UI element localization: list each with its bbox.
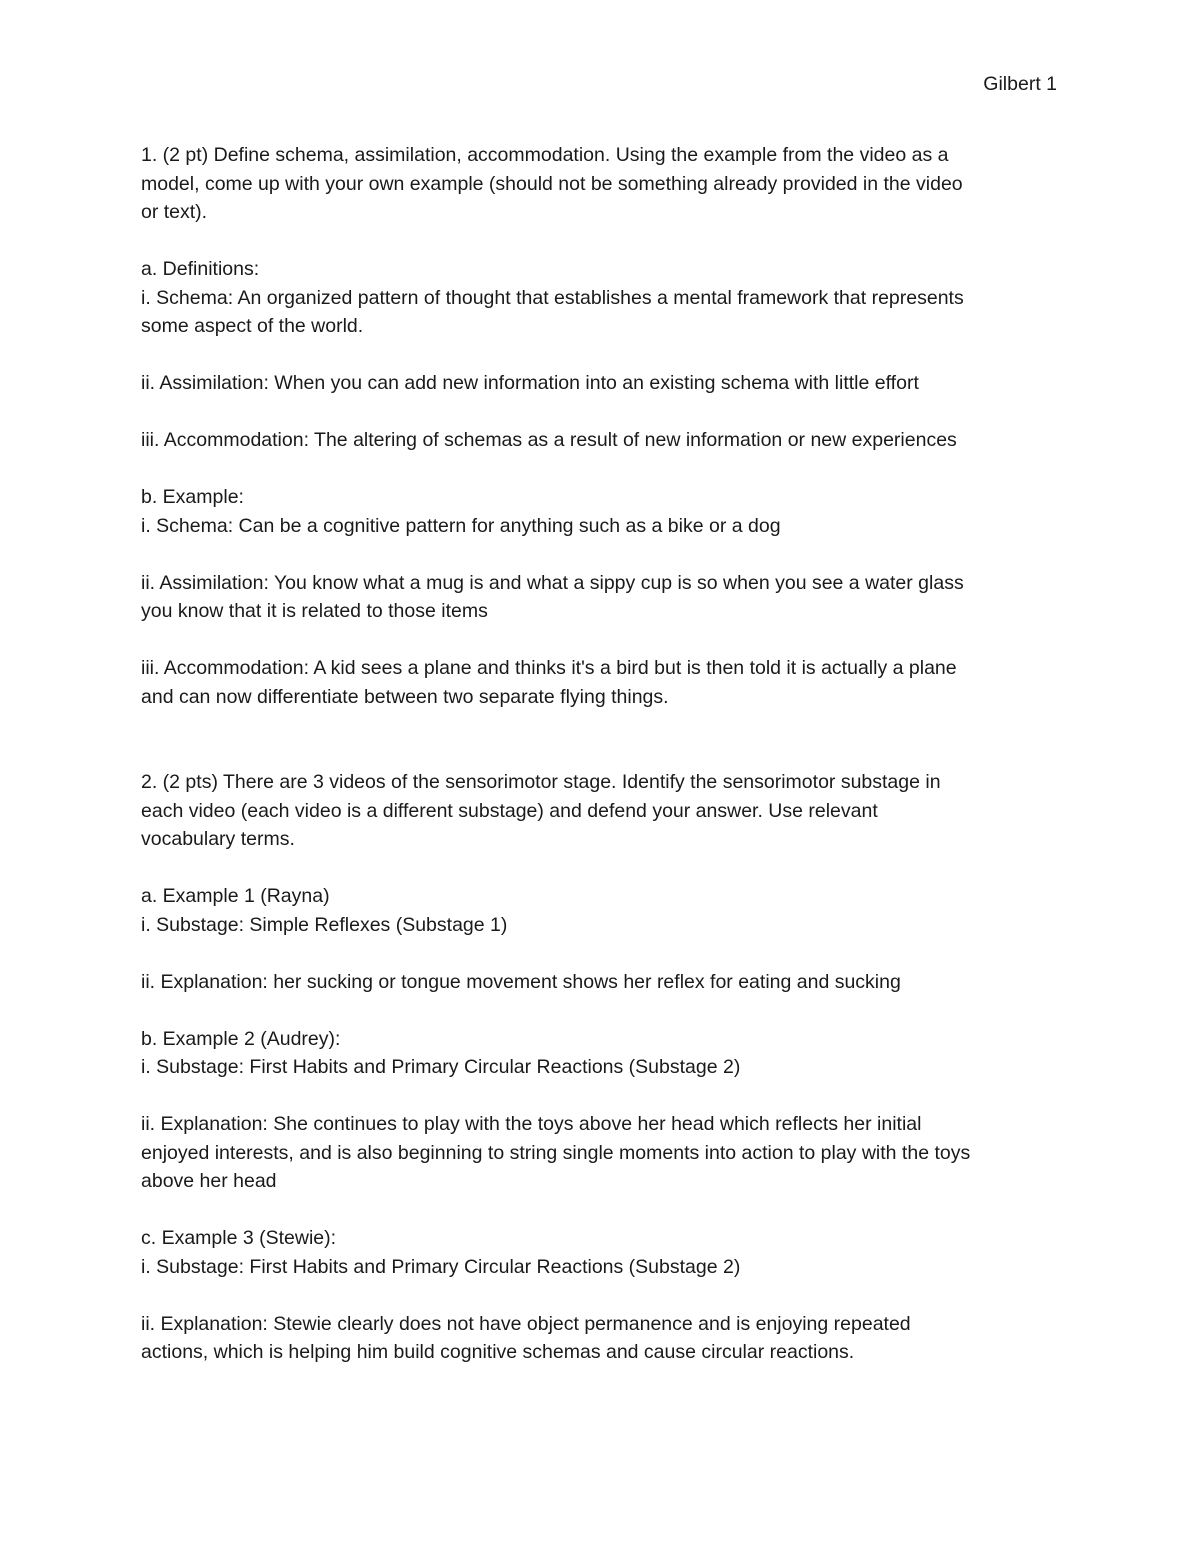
text-line: you know that it is related to those items <box>141 600 488 622</box>
assimilation-example <box>141 569 1066 626</box>
definitions-heading: a. Definitions: <box>141 258 260 280</box>
text-line: above her head <box>141 1170 277 1192</box>
text-line: ii. Explanation: She continues to play with the toys above her head which reflects her initial <box>141 1113 922 1135</box>
example-2-explanation <box>141 1110 1066 1196</box>
text-line: enjoyed interests, and is also beginning to string single moments into action to play with the toys <box>141 1141 971 1164</box>
text-line: model, come up with your own example (should not be something already provided in the video <box>141 172 963 195</box>
example-3-explanation <box>141 1310 1066 1367</box>
text-line: some aspect of the world. <box>141 315 364 337</box>
accommodation-definition: iii. Accommodation: The altering of schemas as a result of new information or new experiences <box>141 429 957 451</box>
example-heading: b. Example: <box>141 486 244 508</box>
text-line: 1. (2 pt) Define schema, assimilation, accommodation. Using the example from the video as a <box>141 144 949 166</box>
example-3-substage: i. Substage: First Habits and Primary Circular Reactions (Substage 2) <box>141 1255 741 1278</box>
schema-example: i. Schema: Can be a cognitive pattern for anything such as a bike or a dog <box>141 514 781 537</box>
example-2-substage: i. Substage: First Habits and Primary Circular Reactions (Substage 2) <box>141 1056 741 1078</box>
example-2-heading: b. Example 2 (Audrey): <box>141 1027 341 1050</box>
accommodation-example <box>141 654 1066 711</box>
text-line: iii. Accommodation: A kid sees a plane and thinks it's a bird but is then told it is actually a plane <box>141 657 957 679</box>
question-1-prompt <box>141 141 1066 227</box>
assimilation-definition: ii. Assimilation: When you can add new information into an existing schema with little effort <box>141 372 919 394</box>
text-line: and can now differentiate between two separate flying things. <box>141 685 669 708</box>
page-header: Gilbert 1 <box>983 73 1057 95</box>
document-body <box>141 141 1066 1367</box>
schema-definition <box>141 284 1066 341</box>
text-line: or text). <box>141 201 208 223</box>
text-line: ii. Assimilation: You know what a mug is and what a sippy cup is so when you see a water glass <box>141 571 964 594</box>
text-line: actions, which is helping him build cognitive schemas and cause circular reactions. <box>141 1341 855 1363</box>
example-1-substage: i. Substage: Simple Reflexes (Substage 1) <box>141 913 508 936</box>
text-line: i. Schema: An organized pattern of thought that establishes a mental framework that represents <box>141 286 964 309</box>
example-1-heading: a. Example 1 (Rayna) <box>141 885 330 907</box>
example-1-explanation: ii. Explanation: her sucking or tongue movement shows her reflex for eating and sucking <box>141 970 901 993</box>
text-line: 2. (2 pts) There are 3 videos of the sensorimotor stage. Identify the sensorimotor substage in <box>141 771 941 793</box>
example-3-heading: c. Example 3 (Stewie): <box>141 1227 337 1249</box>
text-line: each video (each video is a different substage) and defend your answer. Use relevant <box>141 799 878 822</box>
text-line: vocabulary terms. <box>141 828 295 850</box>
text-line: ii. Explanation: Stewie clearly does not have object permanence and is enjoying repeated <box>141 1312 911 1335</box>
question-2-prompt <box>141 768 1066 854</box>
